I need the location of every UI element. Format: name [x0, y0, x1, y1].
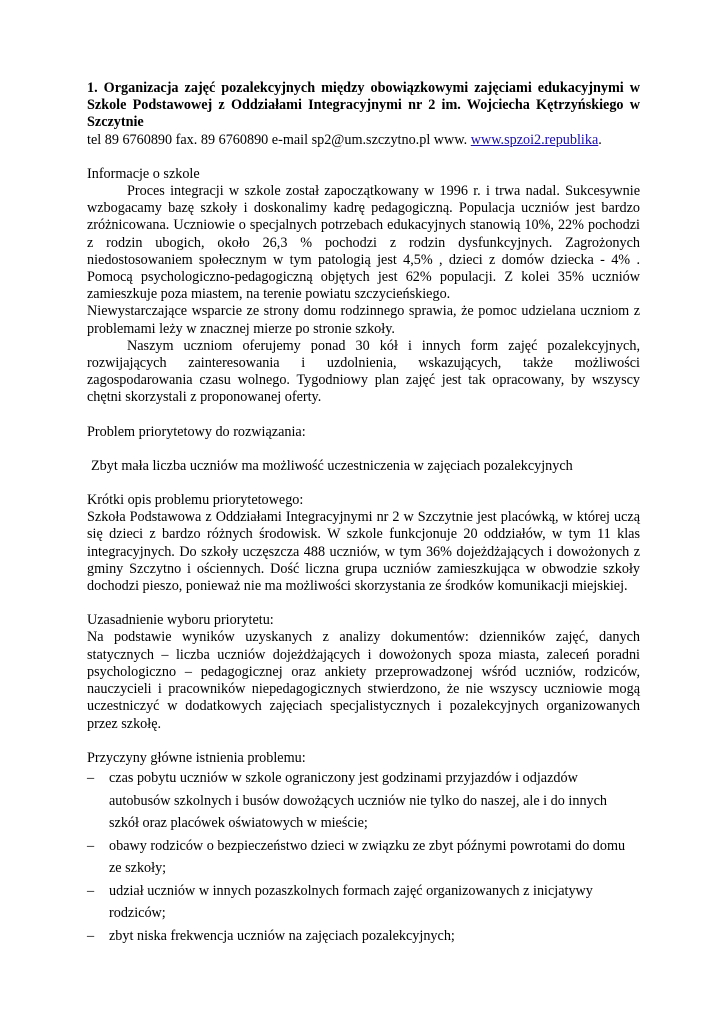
document-title: 1. Organizacja zajęć pozalekcyjnych między obowiązkowymi zajęciami edukacyjnymi w Szkole Podstawowej z Oddziałami Integracyjnymi nr 2 im. Wojciecha Kętrzyńskiego w Szczytnie: [87, 80, 640, 131]
info-paragraph-2: Niewystarczające wsparcie ze strony domu rodzinnego sprawia, że pomoc udzielana uczniom z problemami leży w znacznej mierze po stronie szkoły.: [87, 303, 640, 337]
info-paragraph-3: Naszym uczniom oferujemy ponad 30 kół i innych form zajęć pozalekcyjnych, rozwijających zainteresowania i uzdolnienia, wskazujących, także możliwości zagospodarowania czasu wolnego. Tygodniowy plan zajęć jest tak opracowany, by wszyscy chętni skorzystali z proponowanej oferty.: [87, 337, 640, 406]
contact-line: [87, 132, 640, 149]
justification-text: Na podstawie wyników uzyskanych z analizy dokumentów: dzienników zajęć, danych statycznych – liczba uczniów dojeżdżających i dowożonych spoza miasta, zaleceń poradni psychologiczno – pedagogicznej oraz ankiety przeprowadzonej wśród uczniów, rodziców, nauczycieli i pracowników niepedagogicznych stwierdzono, że nie wszyscy uczniowie mogą uczestniczyć w dodatkowych zajęciach specjalistycznych i pozalekcyjnych organizowanych przez szkołę.: [87, 629, 640, 732]
list-item: – udział uczniów w innych pozaszkolnych formach zajęć organizowanych z inicjatywy rodziców;: [87, 880, 640, 925]
description-text: Szkoła Podstawowa z Oddziałami Integracyjnymi nr 2 w Szczytnie jest placówką, w której uczą się dzieci z bardzo różnych środowisk. W szkole funkcjonuje 20 oddziałów, w tym 11 klas integracyjnych. Do szkoły uczęszcza 488 uczniów, w tym 36% dojeżdżających i dowożonych z gminy Szczytno i ościennych. Dość liczna grupa uczniów zamieszkująca w obwodzie szkoły dochodzi pieszo, ponieważ nie ma możliwości skorzystania ze środków komunikacji miejskiej.: [87, 509, 640, 595]
description-heading: Krótki opis problemu priorytetowego:: [87, 492, 304, 509]
causes-heading: Przyczyny główne istnienia problemu:: [87, 749, 306, 766]
priority-statement: Zbyt mała liczba uczniów ma możliwość uczestniczenia w zajęciach pozalekcyjnych: [91, 457, 573, 474]
info-heading: Informacje o szkole: [87, 165, 200, 182]
list-item: – obawy rodziców o bezpieczeństwo dzieci w związku ze zbyt późnymi powrotami do domu ze szkoły;: [87, 835, 640, 880]
info-paragraph-1: Proces integracji w szkole został zapoczątkowany w 1996 r. i trwa nadal. Sukcesywnie wzbogacamy bazę szkoły i doskonalimy kadrę pedagogiczną. Populacja uczniów jest bardzo zróżnicowana. Uczniowie o specjalnych potrzebach edukacyjnych stanowią 10%, 22% pochodzi z rodzin ubogich, około 26,3 % pochodzi z rodzin dysfunkcyjnych. Zagrożonych niedostosowaniem społecznym w tym patologią jest 4,5% , dzieci z domów dziecka - 4% . Pomocą psychologiczno-pedagogiczną objętych jest 62% populacji. Z kolei 35% uczniów zamieszkuje poza miastem, na terenie powiatu szczycieńskiego.: [87, 183, 640, 303]
justification-heading: Uzasadnienie wyboru priorytetu:: [87, 612, 274, 629]
contact-after: .: [598, 131, 602, 148]
causes-list: [87, 767, 640, 948]
contact-text: tel 89 6760890 fax. 89 6760890 e-mail sp2@um.szczytno.pl www.: [87, 131, 471, 148]
document-page: [87, 80, 640, 948]
list-item: – zbyt niska frekwencja uczniów na zajęciach pozalekcyjnych;: [87, 925, 640, 948]
website-link[interactable]: www.spzoi2.republika: [470, 131, 599, 148]
list-item: – czas pobytu uczniów w szkole ograniczony jest godzinami przyjazdów i odjazdów autobusów szkolnych i busów dowożących uczniów nie tylko do naszej, ale i do innych szkół oraz placówek oświatowych w mieście;: [87, 767, 640, 835]
priority-heading: Problem priorytetowy do rozwiązania:: [87, 423, 306, 440]
